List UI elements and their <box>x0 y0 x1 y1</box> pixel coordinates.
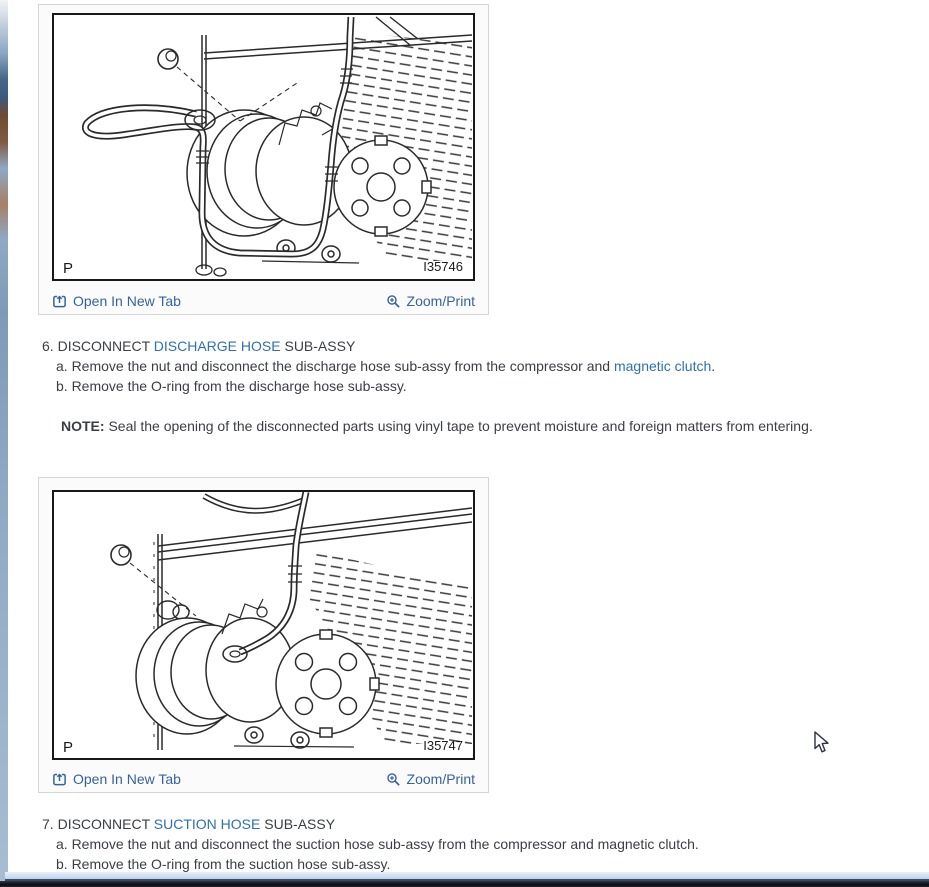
desktop-background-sliver <box>0 0 8 887</box>
step-7-title <box>42 817 335 832</box>
open-in-new-tab-icon <box>52 294 67 309</box>
step-6a-prefix: a. Remove the nut and disconnect the discharge hose sub-assy from the compressor and <box>56 358 614 374</box>
step-6-suffix: SUB-ASSY <box>280 338 356 354</box>
note-label: NOTE: <box>61 418 105 434</box>
mouse-cursor <box>813 731 834 755</box>
taskbar-edge <box>0 881 929 887</box>
open-in-new-tab-label: Open In New Tab <box>73 771 181 787</box>
figure-discharge-hose <box>52 13 475 281</box>
mounting-nut <box>158 49 178 69</box>
step-7a-text: a. Remove the nut and disconnect the suction hose sub-assy from the compressor and magnetic clutch. <box>56 836 699 852</box>
figure-code: I35746 <box>423 259 463 274</box>
step-6-note <box>61 419 813 434</box>
zoom-magnifier-icon <box>386 294 401 309</box>
step-6a-text <box>56 359 715 374</box>
zoom-print-link[interactable] <box>386 771 475 787</box>
note-text: Seal the opening of the disconnected parts using vinyl tape to prevent moisture and foreign matters from entering. <box>104 418 813 434</box>
zoom-print-label: Zoom/Print <box>406 293 475 309</box>
step-6-title <box>42 339 355 354</box>
figure-plate-label: P <box>63 260 74 277</box>
open-in-new-tab-icon <box>52 772 67 787</box>
figure-code: I35747 <box>423 738 463 753</box>
suction-hose-link[interactable]: SUCTION HOSE <box>153 816 261 832</box>
figure-toolbar <box>39 771 488 787</box>
compressor-discharge-hose-illustration <box>54 15 473 279</box>
open-in-new-tab-link[interactable] <box>52 771 181 787</box>
figure-card-discharge-hose <box>38 4 489 315</box>
mounting-nut <box>111 545 131 565</box>
step-6-action: DISCONNECT <box>57 338 154 354</box>
discharge-hose-link[interactable]: DISCHARGE HOSE <box>153 338 281 354</box>
step-7-suffix: SUB-ASSY <box>260 816 336 832</box>
compressor-body <box>136 618 379 748</box>
step-6-number: 6. <box>42 338 58 354</box>
figure-suction-hose <box>52 490 475 760</box>
step-6b-text: b. Remove the O-ring from the discharge hose sub-assy. <box>56 378 407 394</box>
step-7-action: DISCONNECT <box>57 816 154 832</box>
step-6a-period: . <box>711 358 716 374</box>
zoom-magnifier-icon <box>386 772 401 787</box>
window-bottom-frame <box>5 872 929 879</box>
figure-card-suction-hose <box>38 477 489 793</box>
figure-toolbar <box>39 293 488 309</box>
step-7b-text: b. Remove the O-ring from the suction hose sub-assy. <box>56 856 391 872</box>
zoom-print-link[interactable] <box>386 293 475 309</box>
open-in-new-tab-label: Open In New Tab <box>73 293 181 309</box>
magnetic-clutch-link[interactable]: magnetic clutch <box>613 358 712 374</box>
step-7-number: 7. <box>42 816 58 832</box>
compressor-suction-hose-illustration <box>54 492 473 758</box>
open-in-new-tab-link[interactable] <box>52 293 181 309</box>
zoom-print-label: Zoom/Print <box>406 771 475 787</box>
figure-plate-label: P <box>63 739 74 756</box>
